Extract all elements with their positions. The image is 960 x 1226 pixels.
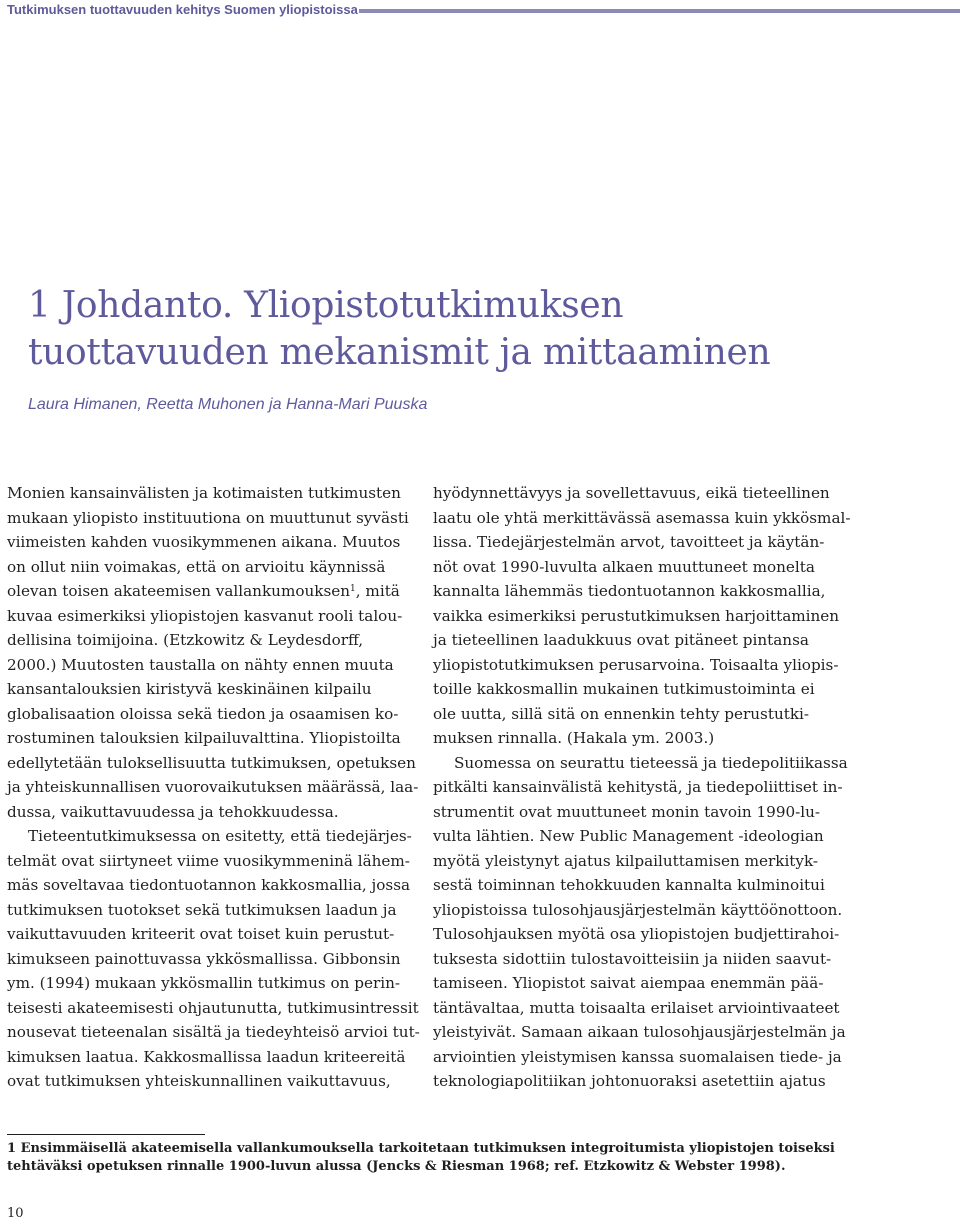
- text-line: arviointien yleistymisen kanssa suomalaisen tiede- ja: [433, 1047, 842, 1066]
- text-line: yliopistoissa tulosohjausjärjestelmän käyttöönottoon.: [433, 900, 843, 919]
- text-line: globalisaation oloissa sekä tiedon ja osaamisen ko-: [7, 704, 399, 723]
- text-line: lissa. Tiedejärjestelmän arvot, tavoitteet ja käytän-: [433, 533, 825, 551]
- text-line: vulta lähtien. New Public Management -ideologian: [433, 827, 824, 845]
- text-line: laatu ole yhtä merkittävässä asemassa kuin ykkösmal-: [433, 508, 851, 527]
- page-number: 10: [7, 1206, 24, 1221]
- text-line: kimukseen painottuvassa ykkösmallissa. Gibbonsin: [7, 949, 401, 968]
- footnote-line-2: tehtäväksi opetuksen rinnalle 1900-luvun alussa (Jencks & Riesman 1968; ref. Etzkowitz & Webster 1998).: [7, 1159, 786, 1174]
- text-line: nousevat tieteenalan sisältä ja tiedeyhteisö arvioi tut-: [7, 1023, 420, 1041]
- running-head-title: Tutkimuksen tuottavuuden kehitys Suomen yliopistoissa: [7, 2, 358, 17]
- chapter-title-line-1: 1 Johdanto. Yliopistotutkimuksen: [28, 285, 624, 326]
- footnote: [7, 1140, 835, 1176]
- text-line: Tulosohjauksen myötä osa yliopistojen budjettirahoi-: [433, 925, 840, 943]
- text-line: Tieteentutkimuksessa on esitetty, että tiedejärjes-: [28, 827, 412, 845]
- text-line: dellisina toimijoina. (Etzkowitz & Leydesdorff,: [7, 631, 364, 649]
- text-line: strumentit ovat muuttuneet monin tavoin 1990-lu-: [433, 802, 821, 821]
- text-line: vaikuttavuuden kriteerit ovat toiset kuin perustut-: [7, 925, 395, 943]
- text-line: kimuksen laatua. Kakkosmallissa laadun kriteereitä: [7, 1047, 406, 1066]
- footnote-line-1: 1 Ensimmäisellä akateemisella vallankumouksella tarkoitetaan tutkimuksen integroitumista yliopistojen toiseksi: [7, 1141, 835, 1156]
- text-line: telmät ovat siirtyneet viime vuosikymmeninä lähem-: [7, 851, 410, 870]
- text-line-with-footnote-ref: [7, 579, 399, 604]
- text-line: teknologiapolitiikan johtonuoraksi asetettiin ajatus: [433, 1072, 826, 1090]
- text-line: nöt ovat 1990-luvulta alkaen muuttuneet monelta: [433, 557, 815, 576]
- text-line: rostuminen talouksien kilpailuvalttina. Yliopistoilta: [7, 729, 401, 747]
- text-line: dussa, vaikuttavuudessa ja tehokkuudessa.: [7, 802, 339, 821]
- running-head-rule: [359, 9, 960, 13]
- text-line: ole uutta, sillä sitä on ennenkin tehty perustutki-: [433, 704, 810, 723]
- body-column-right: [433, 481, 851, 1094]
- footnote-divider: [7, 1134, 205, 1135]
- text-line: Suomessa on seurattu tieteessä ja tiedepolitiikassa: [454, 753, 848, 772]
- text-line: ym. (1994) mukaan ykkösmallin tutkimus on perin-: [7, 974, 400, 992]
- text-line: täntävaltaa, mutta toisaalta erilaiset arviointivaateet: [433, 998, 840, 1017]
- text-fragment: olevan toisen akateemisen vallankumouksen: [7, 582, 351, 600]
- text-line: kuvaa esimerkiksi yliopistojen kasvanut rooli talou-: [7, 606, 403, 625]
- text-line: on ollut niin voimakas, että on arvioitu käynnissä: [7, 557, 386, 576]
- text-line: vaikka esimerkiksi perustutkimuksen harjoittaminen: [433, 606, 840, 625]
- text-line: 2000.) Muutosten taustalla on nähty ennen muuta: [7, 655, 394, 674]
- text-line: kannalta lähemmäs tiedontuotannon kakkosmallia,: [433, 582, 826, 600]
- text-line: Monien kansainvälisten ja kotimaisten tutkimusten: [7, 484, 401, 502]
- text-line: kansantalouksien kiristyvä keskinäinen kilpailu: [7, 680, 372, 698]
- text-line: mäs soveltavaa tiedontuotannon kakkosmallia, jossa: [7, 876, 411, 894]
- text-line: muksen rinnalla. (Hakala ym. 2003.): [433, 729, 715, 747]
- text-line: toille kakkosmallin mukainen tutkimustoiminta ei: [433, 680, 815, 698]
- text-line: sestä toiminnan tehokkuuden kannalta kulminoitui: [433, 876, 825, 894]
- chapter-title-line-2: tuottavuuden mekanismit ja mittaaminen: [28, 332, 771, 373]
- text-line: ja yhteiskunnallisen vuorovaikutuksen määrässä, laa-: [7, 778, 419, 796]
- text-line: tutkimuksen tuotokset sekä tutkimuksen laadun ja: [7, 900, 397, 919]
- text-fragment: , mitä: [355, 582, 400, 600]
- chapter-title: [28, 282, 928, 376]
- body-column-left: [7, 481, 420, 1094]
- text-line: teisesti akateemisesti ohjautunutta, tutkimusintressit: [7, 998, 419, 1017]
- text-line: pitkälti kansainvälistä kehitystä, ja tiedepoliittiset in-: [433, 778, 843, 796]
- running-head: [7, 0, 960, 22]
- text-line: ovat tutkimuksen yhteiskunnallinen vaikuttavuus,: [7, 1072, 391, 1090]
- text-line: ja tieteellinen laadukkuus ovat pitäneet pintansa: [433, 631, 809, 649]
- text-line: tamiseen. Yliopistot saivat aiempaa enemmän pää-: [433, 974, 824, 992]
- text-line: tuksesta sidottiin tulostavoitteisiin ja niiden saavut-: [433, 949, 832, 968]
- text-line: mukaan yliopisto instituutiona on muuttunut syvästi: [7, 508, 409, 527]
- footnote-reference: 1: [350, 584, 356, 594]
- text-line: yleistyivät. Samaan aikaan tulosohjausjärjestelmän ja: [433, 1023, 846, 1041]
- text-line: yliopistotutkimuksen perusarvoina. Toisaalta yliopis-: [433, 655, 839, 674]
- text-line: viimeisten kahden vuosikymmenen aikana. Muutos: [7, 533, 401, 551]
- text-line: myötä yleistynyt ajatus kilpailuttamisen merkityk-: [433, 851, 819, 870]
- chapter-authors: Laura Himanen, Reetta Muhonen ja Hanna-Mari Puuska: [28, 396, 428, 413]
- text-line: edellytetään tuloksellisuutta tutkimuksen, opetuksen: [7, 753, 416, 772]
- text-line: hyödynnettävyys ja sovellettavuus, eikä tieteellinen: [433, 484, 830, 502]
